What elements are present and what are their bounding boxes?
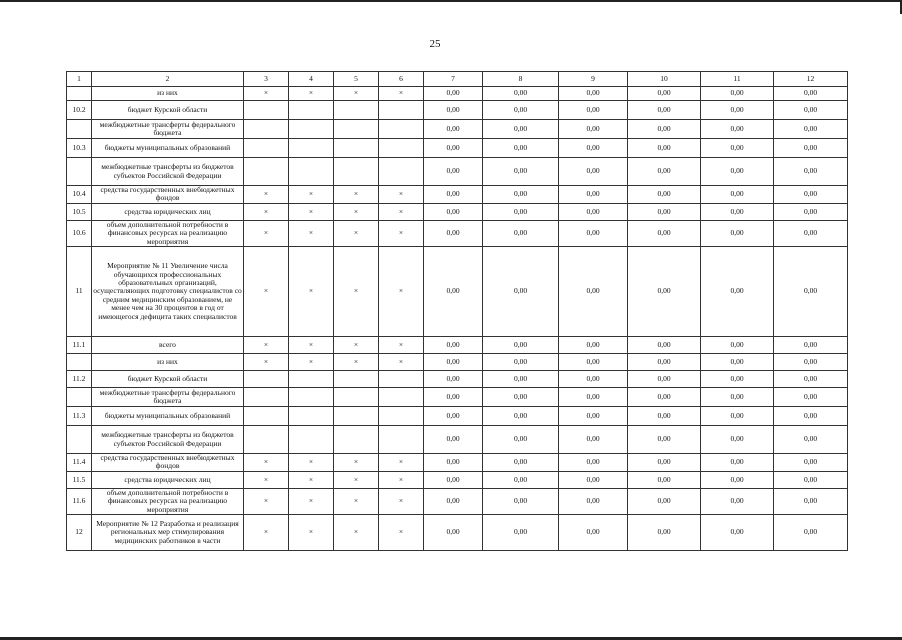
mark-cell-c4 bbox=[289, 426, 334, 454]
value-cell-col8: 0,00 bbox=[483, 186, 559, 204]
value-cell-col10: 0,00 bbox=[628, 354, 701, 371]
mark-cell-c5: × bbox=[334, 247, 379, 337]
mark-cell-c4: × bbox=[289, 87, 334, 101]
value-cell-col8: 0,00 bbox=[483, 120, 559, 139]
value-cell-col10: 0,00 bbox=[628, 203, 701, 220]
value-cell-col8: 0,00 bbox=[483, 203, 559, 220]
value-cell-col11: 0,00 bbox=[701, 203, 774, 220]
row-number-cell bbox=[67, 388, 92, 407]
mark-cell-c3 bbox=[244, 371, 289, 388]
mark-cell-c5: × bbox=[334, 471, 379, 488]
row-number-cell: 10.5 bbox=[67, 203, 92, 220]
row-number-cell: 10.6 bbox=[67, 220, 92, 246]
value-cell-col11: 0,00 bbox=[701, 337, 774, 354]
row-description-cell: Мероприятие № 11 Увеличение числа обучающихся профессиональных образовательных организаций, осуществляющих подготовку специалистов со средним медицинским образованием, не менее чем на 30 процентов в год от имеющегося дефицита таких специалистов bbox=[92, 247, 244, 337]
value-cell-col10: 0,00 bbox=[628, 139, 701, 158]
mark-cell-c5: × bbox=[334, 515, 379, 551]
row-description-cell: Мероприятие № 12 Разработка и реализация региональных мер стимулирования медицинских работников в части bbox=[92, 515, 244, 551]
table-row bbox=[67, 371, 848, 388]
row-number-cell: 11 bbox=[67, 247, 92, 337]
mark-cell-c3: × bbox=[244, 354, 289, 371]
mark-cell-c5: × bbox=[334, 454, 379, 472]
value-cell-col9: 0,00 bbox=[559, 426, 628, 454]
mark-cell-c5 bbox=[334, 139, 379, 158]
value-cell-col7: 0,00 bbox=[424, 371, 483, 388]
mark-cell-c3: × bbox=[244, 247, 289, 337]
value-cell-col9: 0,00 bbox=[559, 139, 628, 158]
table-row bbox=[67, 186, 848, 204]
table-row bbox=[67, 454, 848, 472]
value-cell-col7: 0,00 bbox=[424, 101, 483, 120]
mark-cell-c4 bbox=[289, 120, 334, 139]
value-cell-col7: 0,00 bbox=[424, 158, 483, 186]
column-header-7: 7 bbox=[424, 72, 483, 87]
row-description-cell: межбюджетные трансферты из бюджетов субъектов Российской Федерации bbox=[92, 426, 244, 454]
mark-cell-c6: × bbox=[379, 471, 424, 488]
value-cell-col12: 0,00 bbox=[774, 354, 848, 371]
value-cell-col8: 0,00 bbox=[483, 220, 559, 246]
mark-cell-c3: × bbox=[244, 220, 289, 246]
mark-cell-c3: × bbox=[244, 337, 289, 354]
value-cell-col9: 0,00 bbox=[559, 87, 628, 101]
row-description-cell: из них bbox=[92, 354, 244, 371]
row-description-cell: объем дополнительной потребности в финансовых ресурсах на реализацию мероприятия bbox=[92, 488, 244, 514]
column-header-12: 12 bbox=[774, 72, 848, 87]
row-number-cell: 11.3 bbox=[67, 407, 92, 426]
value-cell-col12: 0,00 bbox=[774, 139, 848, 158]
mark-cell-c4 bbox=[289, 101, 334, 120]
mark-cell-c3 bbox=[244, 120, 289, 139]
value-cell-col7: 0,00 bbox=[424, 337, 483, 354]
table-row bbox=[67, 87, 848, 101]
row-number-cell bbox=[67, 354, 92, 371]
mark-cell-c3 bbox=[244, 388, 289, 407]
row-description-cell: бюджеты муниципальных образований bbox=[92, 407, 244, 426]
mark-cell-c4: × bbox=[289, 186, 334, 204]
mark-cell-c3: × bbox=[244, 515, 289, 551]
value-cell-col11: 0,00 bbox=[701, 247, 774, 337]
row-number-cell: 11.4 bbox=[67, 454, 92, 472]
column-header-4: 4 bbox=[289, 72, 334, 87]
page-number: 25 bbox=[429, 38, 441, 50]
table-row bbox=[67, 407, 848, 426]
row-number-cell: 11.5 bbox=[67, 471, 92, 488]
value-cell-col12: 0,00 bbox=[774, 186, 848, 204]
row-description-cell: средства государственных внебюджетных фондов bbox=[92, 186, 244, 204]
mark-cell-c5: × bbox=[334, 488, 379, 514]
row-number-cell: 10.4 bbox=[67, 186, 92, 204]
column-header-6: 6 bbox=[379, 72, 424, 87]
row-number-cell bbox=[67, 87, 92, 101]
mark-cell-c4 bbox=[289, 371, 334, 388]
value-cell-col10: 0,00 bbox=[628, 247, 701, 337]
mark-cell-c3 bbox=[244, 139, 289, 158]
row-description-cell: межбюджетные трансферты федерального бюджета bbox=[92, 388, 244, 407]
mark-cell-c5 bbox=[334, 407, 379, 426]
value-cell-col10: 0,00 bbox=[628, 515, 701, 551]
column-header-row bbox=[67, 72, 848, 87]
mark-cell-c6 bbox=[379, 407, 424, 426]
value-cell-col11: 0,00 bbox=[701, 158, 774, 186]
row-number-cell: 12 bbox=[67, 515, 92, 551]
column-header-10: 10 bbox=[628, 72, 701, 87]
value-cell-col11: 0,00 bbox=[701, 120, 774, 139]
mark-cell-c6 bbox=[379, 158, 424, 186]
value-cell-col9: 0,00 bbox=[559, 407, 628, 426]
value-cell-col9: 0,00 bbox=[559, 120, 628, 139]
value-cell-col8: 0,00 bbox=[483, 488, 559, 514]
value-cell-col10: 0,00 bbox=[628, 426, 701, 454]
value-cell-col8: 0,00 bbox=[483, 158, 559, 186]
row-description-cell: межбюджетные трансферты из бюджетов субъектов Российской Федерации bbox=[92, 158, 244, 186]
row-description-cell: объем дополнительной потребности в финансовых ресурсах на реализацию мероприятия bbox=[92, 220, 244, 246]
value-cell-col12: 0,00 bbox=[774, 371, 848, 388]
row-description-cell: всего bbox=[92, 337, 244, 354]
value-cell-col12: 0,00 bbox=[774, 120, 848, 139]
mark-cell-c6: × bbox=[379, 488, 424, 514]
table-row bbox=[67, 220, 848, 246]
value-cell-col9: 0,00 bbox=[559, 186, 628, 204]
mark-cell-c6: × bbox=[379, 337, 424, 354]
column-header-11: 11 bbox=[701, 72, 774, 87]
value-cell-col9: 0,00 bbox=[559, 454, 628, 472]
value-cell-col7: 0,00 bbox=[424, 488, 483, 514]
mark-cell-c6: × bbox=[379, 220, 424, 246]
mark-cell-c6 bbox=[379, 388, 424, 407]
value-cell-col9: 0,00 bbox=[559, 101, 628, 120]
mark-cell-c4: × bbox=[289, 247, 334, 337]
value-cell-col11: 0,00 bbox=[701, 407, 774, 426]
mark-cell-c4 bbox=[289, 139, 334, 158]
value-cell-col8: 0,00 bbox=[483, 426, 559, 454]
column-header-3: 3 bbox=[244, 72, 289, 87]
value-cell-col11: 0,00 bbox=[701, 515, 774, 551]
value-cell-col7: 0,00 bbox=[424, 87, 483, 101]
row-number-cell bbox=[67, 426, 92, 454]
mark-cell-c6: × bbox=[379, 515, 424, 551]
value-cell-col9: 0,00 bbox=[559, 158, 628, 186]
value-cell-col12: 0,00 bbox=[774, 220, 848, 246]
mark-cell-c4: × bbox=[289, 220, 334, 246]
table-row bbox=[67, 426, 848, 454]
mark-cell-c5: × bbox=[334, 186, 379, 204]
mark-cell-c3 bbox=[244, 158, 289, 186]
row-description-cell: бюджет Курской области bbox=[92, 101, 244, 120]
value-cell-col9: 0,00 bbox=[559, 471, 628, 488]
value-cell-col9: 0,00 bbox=[559, 220, 628, 246]
value-cell-col9: 0,00 bbox=[559, 247, 628, 337]
row-description-cell: средства юридических лиц bbox=[92, 203, 244, 220]
column-header-5: 5 bbox=[334, 72, 379, 87]
row-description-cell: средства государственных внебюджетных фондов bbox=[92, 454, 244, 472]
value-cell-col12: 0,00 bbox=[774, 454, 848, 472]
mark-cell-c6 bbox=[379, 120, 424, 139]
table-row bbox=[67, 388, 848, 407]
value-cell-col8: 0,00 bbox=[483, 247, 559, 337]
value-cell-col8: 0,00 bbox=[483, 388, 559, 407]
value-cell-col9: 0,00 bbox=[559, 488, 628, 514]
value-cell-col11: 0,00 bbox=[701, 488, 774, 514]
table-row bbox=[67, 158, 848, 186]
mark-cell-c3: × bbox=[244, 454, 289, 472]
value-cell-col10: 0,00 bbox=[628, 87, 701, 101]
value-cell-col10: 0,00 bbox=[628, 488, 701, 514]
row-number-cell: 10.2 bbox=[67, 101, 92, 120]
value-cell-col12: 0,00 bbox=[774, 388, 848, 407]
mark-cell-c4: × bbox=[289, 488, 334, 514]
value-cell-col7: 0,00 bbox=[424, 471, 483, 488]
mark-cell-c5 bbox=[334, 120, 379, 139]
value-cell-col12: 0,00 bbox=[774, 407, 848, 426]
table-row bbox=[67, 139, 848, 158]
value-cell-col12: 0,00 bbox=[774, 87, 848, 101]
value-cell-col12: 0,00 bbox=[774, 101, 848, 120]
row-number-cell bbox=[67, 158, 92, 186]
value-cell-col12: 0,00 bbox=[774, 203, 848, 220]
value-cell-col8: 0,00 bbox=[483, 87, 559, 101]
value-cell-col7: 0,00 bbox=[424, 354, 483, 371]
value-cell-col9: 0,00 bbox=[559, 371, 628, 388]
value-cell-col8: 0,00 bbox=[483, 354, 559, 371]
value-cell-col8: 0,00 bbox=[483, 454, 559, 472]
value-cell-col8: 0,00 bbox=[483, 101, 559, 120]
mark-cell-c6: × bbox=[379, 354, 424, 371]
mark-cell-c5: × bbox=[334, 220, 379, 246]
table-row bbox=[67, 247, 848, 337]
column-header-1: 1 bbox=[67, 72, 92, 87]
mark-cell-c5: × bbox=[334, 354, 379, 371]
value-cell-col7: 0,00 bbox=[424, 515, 483, 551]
mark-cell-c5: × bbox=[334, 203, 379, 220]
value-cell-col10: 0,00 bbox=[628, 407, 701, 426]
mark-cell-c5 bbox=[334, 371, 379, 388]
value-cell-col11: 0,00 bbox=[701, 87, 774, 101]
value-cell-col10: 0,00 bbox=[628, 120, 701, 139]
table-row bbox=[67, 101, 848, 120]
value-cell-col8: 0,00 bbox=[483, 407, 559, 426]
value-cell-col12: 0,00 bbox=[774, 515, 848, 551]
row-number-cell bbox=[67, 120, 92, 139]
mark-cell-c4: × bbox=[289, 515, 334, 551]
value-cell-col11: 0,00 bbox=[701, 426, 774, 454]
mark-cell-c6: × bbox=[379, 203, 424, 220]
mark-cell-c5 bbox=[334, 101, 379, 120]
value-cell-col7: 0,00 bbox=[424, 247, 483, 337]
mark-cell-c5 bbox=[334, 388, 379, 407]
row-description-cell: бюджет Курской области bbox=[92, 371, 244, 388]
value-cell-col8: 0,00 bbox=[483, 337, 559, 354]
value-cell-col8: 0,00 bbox=[483, 471, 559, 488]
mark-cell-c3 bbox=[244, 101, 289, 120]
value-cell-col12: 0,00 bbox=[774, 488, 848, 514]
mark-cell-c6 bbox=[379, 426, 424, 454]
table-row bbox=[67, 471, 848, 488]
table-row bbox=[67, 354, 848, 371]
mark-cell-c5: × bbox=[334, 87, 379, 101]
value-cell-col7: 0,00 bbox=[424, 407, 483, 426]
mark-cell-c4 bbox=[289, 388, 334, 407]
value-cell-col11: 0,00 bbox=[701, 354, 774, 371]
value-cell-col7: 0,00 bbox=[424, 120, 483, 139]
mark-cell-c6: × bbox=[379, 87, 424, 101]
table-row bbox=[67, 515, 848, 551]
scan-edge-top bbox=[0, 0, 902, 2]
row-number-cell: 11.6 bbox=[67, 488, 92, 514]
value-cell-col12: 0,00 bbox=[774, 471, 848, 488]
value-cell-col10: 0,00 bbox=[628, 471, 701, 488]
mark-cell-c3 bbox=[244, 426, 289, 454]
mark-cell-c3: × bbox=[244, 471, 289, 488]
row-description-cell: межбюджетные трансферты федерального бюджета bbox=[92, 120, 244, 139]
mark-cell-c5 bbox=[334, 158, 379, 186]
mark-cell-c6: × bbox=[379, 247, 424, 337]
value-cell-col10: 0,00 bbox=[628, 388, 701, 407]
mark-cell-c3: × bbox=[244, 488, 289, 514]
table-row bbox=[67, 337, 848, 354]
table-row bbox=[67, 120, 848, 139]
value-cell-col7: 0,00 bbox=[424, 186, 483, 204]
value-cell-col9: 0,00 bbox=[559, 203, 628, 220]
value-cell-col11: 0,00 bbox=[701, 371, 774, 388]
value-cell-col9: 0,00 bbox=[559, 388, 628, 407]
value-cell-col9: 0,00 bbox=[559, 337, 628, 354]
value-cell-col8: 0,00 bbox=[483, 371, 559, 388]
value-cell-col11: 0,00 bbox=[701, 454, 774, 472]
value-cell-col11: 0,00 bbox=[701, 220, 774, 246]
value-cell-col7: 0,00 bbox=[424, 203, 483, 220]
mark-cell-c6 bbox=[379, 139, 424, 158]
mark-cell-c6: × bbox=[379, 454, 424, 472]
value-cell-col10: 0,00 bbox=[628, 337, 701, 354]
value-cell-col11: 0,00 bbox=[701, 471, 774, 488]
value-cell-col9: 0,00 bbox=[559, 515, 628, 551]
value-cell-col12: 0,00 bbox=[774, 158, 848, 186]
table-row bbox=[67, 488, 848, 514]
mark-cell-c3: × bbox=[244, 87, 289, 101]
value-cell-col11: 0,00 bbox=[701, 388, 774, 407]
value-cell-col10: 0,00 bbox=[628, 101, 701, 120]
row-description-cell: из них bbox=[92, 87, 244, 101]
mark-cell-c4: × bbox=[289, 354, 334, 371]
financing-table bbox=[66, 71, 848, 551]
row-number-cell: 11.2 bbox=[67, 371, 92, 388]
mark-cell-c5: × bbox=[334, 337, 379, 354]
value-cell-col12: 0,00 bbox=[774, 426, 848, 454]
value-cell-col11: 0,00 bbox=[701, 186, 774, 204]
value-cell-col10: 0,00 bbox=[628, 186, 701, 204]
mark-cell-c4: × bbox=[289, 203, 334, 220]
mark-cell-c4: × bbox=[289, 471, 334, 488]
mark-cell-c3: × bbox=[244, 203, 289, 220]
mark-cell-c4 bbox=[289, 407, 334, 426]
mark-cell-c4 bbox=[289, 158, 334, 186]
row-number-cell: 11.1 bbox=[67, 337, 92, 354]
value-cell-col12: 0,00 bbox=[774, 247, 848, 337]
mark-cell-c6 bbox=[379, 101, 424, 120]
column-header-8: 8 bbox=[483, 72, 559, 87]
value-cell-col7: 0,00 bbox=[424, 220, 483, 246]
value-cell-col11: 0,00 bbox=[701, 139, 774, 158]
mark-cell-c6 bbox=[379, 371, 424, 388]
value-cell-col10: 0,00 bbox=[628, 371, 701, 388]
row-description-cell: бюджеты муниципальных образований bbox=[92, 139, 244, 158]
value-cell-col7: 0,00 bbox=[424, 139, 483, 158]
mark-cell-c3: × bbox=[244, 186, 289, 204]
column-header-9: 9 bbox=[559, 72, 628, 87]
value-cell-col8: 0,00 bbox=[483, 515, 559, 551]
value-cell-col7: 0,00 bbox=[424, 388, 483, 407]
value-cell-col8: 0,00 bbox=[483, 139, 559, 158]
value-cell-col10: 0,00 bbox=[628, 158, 701, 186]
mark-cell-c4: × bbox=[289, 454, 334, 472]
value-cell-col7: 0,00 bbox=[424, 454, 483, 472]
value-cell-col11: 0,00 bbox=[701, 101, 774, 120]
mark-cell-c6: × bbox=[379, 186, 424, 204]
table-row bbox=[67, 203, 848, 220]
value-cell-col10: 0,00 bbox=[628, 220, 701, 246]
mark-cell-c4: × bbox=[289, 337, 334, 354]
mark-cell-c3 bbox=[244, 407, 289, 426]
row-description-cell: средства юридических лиц bbox=[92, 471, 244, 488]
value-cell-col10: 0,00 bbox=[628, 454, 701, 472]
value-cell-col9: 0,00 bbox=[559, 354, 628, 371]
row-number-cell: 10.3 bbox=[67, 139, 92, 158]
value-cell-col12: 0,00 bbox=[774, 337, 848, 354]
mark-cell-c5 bbox=[334, 426, 379, 454]
column-header-2: 2 bbox=[92, 72, 244, 87]
value-cell-col7: 0,00 bbox=[424, 426, 483, 454]
table-body bbox=[67, 87, 848, 551]
